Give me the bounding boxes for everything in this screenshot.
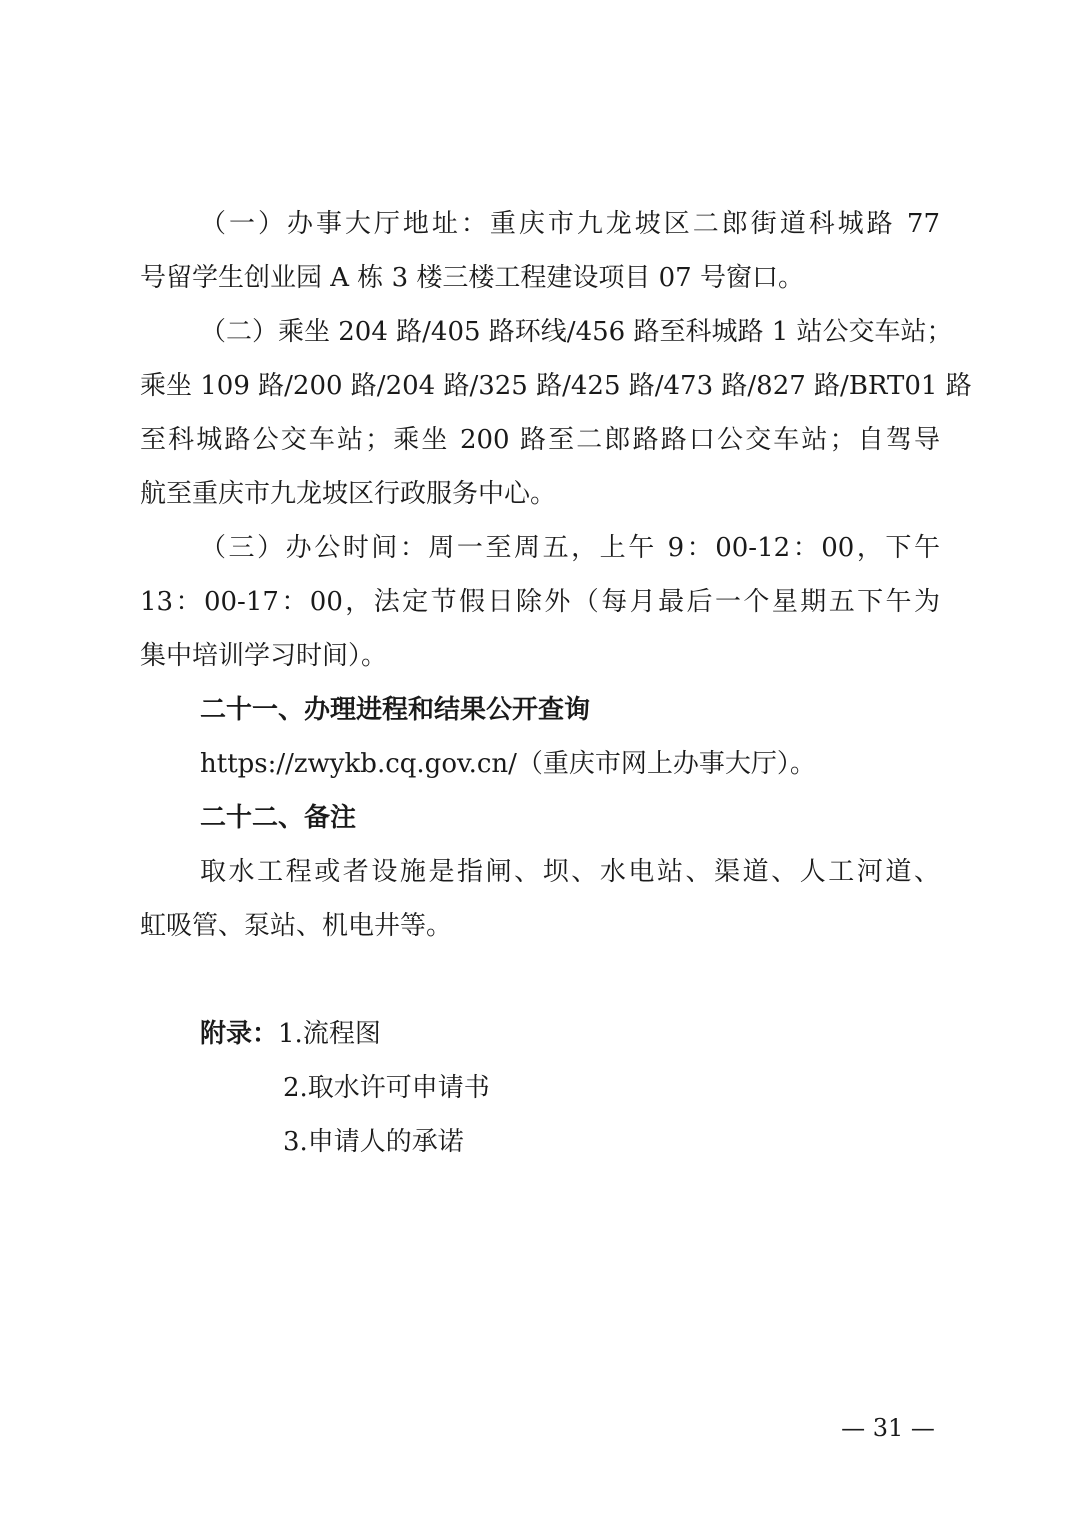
appendix-item-3: 3.申请人的承诺 [283,1127,464,1157]
appendix-item-2: 2.取水许可申请书 [283,1073,490,1103]
appendix-block [200,1014,940,1054]
transport-line-4: 航至重庆市九龙坡区行政服务中心。 [140,479,557,509]
office-hours-line-1: （三）办公时间：周一至周五，上午 9：00-12：00，下午 [200,533,940,563]
transport-line-3: 至科城路公交车站；乘坐 200 路至二郎路路口公交车站；自驾导 [140,425,940,455]
appendix-item-1: 1.流程图 [278,1019,381,1049]
office-address-line-1: （一）办事大厅地址：重庆市九龙坡区二郎街道科城路 77 [200,209,940,239]
transport-line-2: 乘坐 109 路/200 路/204 路/325 路/425 路/473 路/827 路/BRT01 路 [140,371,972,401]
appendix-label: 附录： [200,1019,279,1049]
office-hours-line-3: 集中培训学习时间）。 [140,641,388,671]
section-heading-22: 二十二、备注 [200,803,357,833]
page-number: — 31 — [841,1414,935,1442]
remarks-line-2: 虹吸管、泵站、机电井等。 [140,911,453,941]
office-hours-line-2: 13：00-17：00，法定节假日除外（每月最后一个星期五下午为 [140,587,940,617]
section-heading-21: 二十一、办理进程和结果公开查询 [200,695,591,725]
transport-line-1: （二）乘坐 204 路/405 路环线/456 路至科城路 1 站公交车站； [200,317,953,347]
office-address-line-2: 号留学生创业园 A 栋 3 楼三楼工程建设项目 07 号窗口。 [140,263,804,293]
query-url: https://zwykb.cq.gov.cn/（重庆市网上办事大厅）。 [200,749,816,779]
remarks-line-1: 取水工程或者设施是指闸、坝、水电站、渠道、人工河道、 [200,857,940,887]
